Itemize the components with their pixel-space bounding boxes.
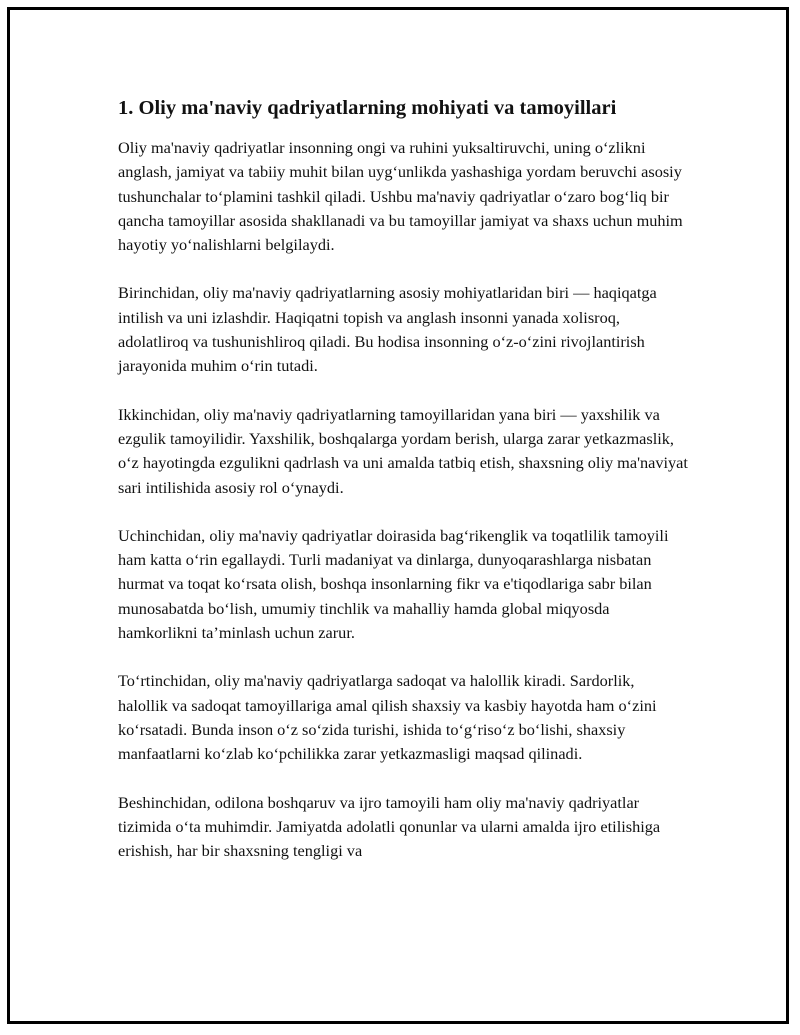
section-heading: 1. Oliy ma'naviy qadriyatlarning mohiyati va tamoyillari [118,97,617,119]
paragraph-second: Ikkinchidan, oliy ma'naviy qadriyatlarning tamoyillaridan yana biri — yaxshilik va ezgulik tamoyilidir. Yaxshilik, boshqalarga yordam berish, ularga zarar yetkazmaslik, o‘z hayotingda ezgulikni qadrlash va uni amalda tatbiq etish, shaxsning oliy ma'naviyat sari intilishida asosiy rol o‘ynaydi. [118,404,688,497]
paragraph-third: Uchinchidan, oliy ma'naviy qadriyatlar doirasida bag‘rikenglik va toqatlilik tamoyili ham katta o‘rin egallaydi. Turli madaniyat va dinlarga, dunyoqarashlarga nisbatan hurmat va toqat ko‘rsata olish, boshqa insonlarning fikr va e'tiqodlariga sabr bilan munosabatda bo‘lish, umumiy tinchlik va mahalliy hamda global miqyosda hamkorlikni ta’minlash uchun zarur. [118,525,669,643]
paragraph-fourth: To‘rtinchidan, oliy ma'naviy qadriyatlarga sadoqat va halollik kiradi. Sardorlik, halollik va sadoqat tamoyillariga amal qilish shaxsiy va kasbiy hayotda ham o‘zini ko‘rsatadi. Bunda inson o‘z so‘zida turishi, ishida to‘g‘riso‘z bo‘lishi, shaxsiy manfaatlarni ko‘zlab ko‘pchilikka zarar yetkazmasligi maqsad qilinadi. [118,671,657,764]
paragraph-intro: Oliy ma'naviy qadriyatlar insonning ongi va ruhini yuksaltiruvchi, uning o‘zlikni anglash, jamiyat va tabiiy muhit bilan uyg‘unlikda yashashiga yordam beruvchi asosiy tushunchalar to‘plamini tashkil qiladi. Ushbu ma'naviy qadriyatlar o‘zaro bog‘liq bir qancha tamoyillar asosida shakllanadi va bu tamoyillar jamiyat va shaxs uchun muhim hayotiy yo‘nalishlarni belgilaydi. [118,138,683,255]
paragraph-first: Birinchidan, oliy ma'naviy qadriyatlarning asosiy mohiyatlaridan biri — haqiqatga intilish va uni izlashdir. Haqiqatni topish va anglash insonni yanada xolisroq, adolatliroq va tushunishliroq qiladi. Bu hodisa insonning o‘z-o‘zini rivojlantirish jarayonida muhim o‘rin tutadi. [118,283,657,376]
document-body [118,94,688,887]
paragraph-fifth: Beshinchidan, odilona boshqaruv va ijro tamoyili ham oliy ma'naviy qadriyatlar tizimida o‘ta muhimdir. Jamiyatda adolatli qonunlar va ularni amalda ijro etilishiga erishish, har bir shaxsning tengligi va [118,792,661,861]
